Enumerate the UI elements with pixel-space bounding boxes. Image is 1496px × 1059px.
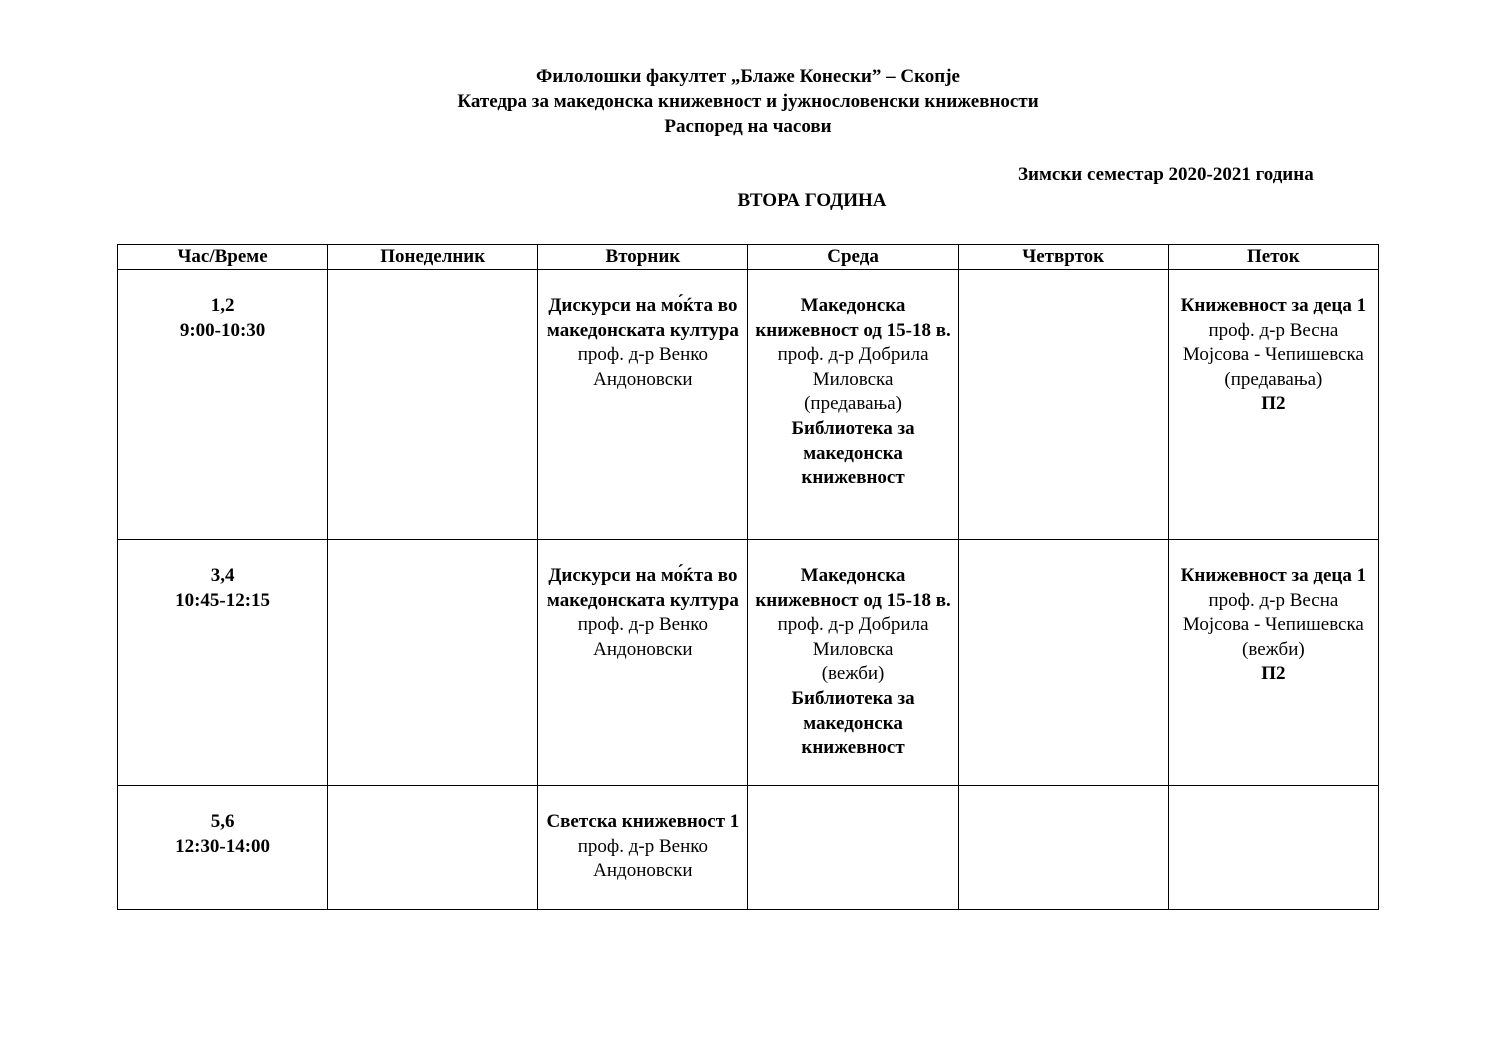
wednesday-cell bbox=[748, 270, 958, 540]
slot-time: 12:30-14:00 bbox=[175, 835, 271, 857]
room: Библиотека за македонска книжевност bbox=[791, 417, 915, 489]
class-type: (предавања) bbox=[1224, 368, 1323, 390]
room: Библиотека за македонска книжевност bbox=[791, 687, 915, 759]
slot-number: 1,2 bbox=[210, 295, 235, 316]
table-row bbox=[118, 786, 1379, 910]
semester-label: Зимски семестар 2020-2021 година bbox=[1018, 164, 1314, 185]
course-name: Дискурси на мо́ќта во македонската култура bbox=[546, 565, 739, 611]
course-name: Книжевност за деца 1 bbox=[1180, 565, 1367, 586]
tuesday-cell bbox=[538, 786, 748, 910]
class-type: (предавања) bbox=[804, 393, 903, 415]
teacher-name: проф. д-р Венко Андоновски bbox=[577, 614, 709, 660]
friday-cell bbox=[1168, 786, 1378, 910]
teacher-name: проф. д-р Добрила Миловска bbox=[777, 344, 929, 390]
monday-cell bbox=[328, 786, 538, 910]
department-heading: Катедра за македонска книжевност и јужнословенски книжевности bbox=[457, 91, 1039, 112]
schedule-title: Распоред на часови bbox=[664, 116, 832, 137]
teacher-name: проф. д-р Добрила Миловска bbox=[777, 614, 929, 660]
monday-cell bbox=[328, 270, 538, 540]
faculty-heading: Филолошки факултет „Блаже Конески” – Скопје bbox=[536, 66, 960, 87]
table-row bbox=[118, 270, 1379, 540]
room: П2 bbox=[1261, 663, 1286, 685]
class-type: (вежби) bbox=[1242, 638, 1305, 660]
time-cell bbox=[118, 786, 328, 910]
thursday-cell bbox=[958, 540, 1168, 786]
header-tuesday: Вторник bbox=[538, 245, 748, 270]
header-thursday: Четврток bbox=[958, 245, 1168, 270]
header-monday: Понеделник bbox=[328, 245, 538, 270]
teacher-name: проф. д-р Весна Мојсова - Чепишевска bbox=[1182, 589, 1364, 636]
teacher-name: проф. д-р Венко Андоновски bbox=[577, 835, 709, 882]
room: П2 bbox=[1261, 393, 1286, 415]
thursday-cell bbox=[958, 786, 1168, 910]
table-header-row bbox=[118, 245, 1379, 270]
thursday-cell bbox=[958, 270, 1168, 540]
year-label: ВТОРА ГОДИНА bbox=[737, 190, 887, 211]
friday-cell bbox=[1168, 540, 1378, 786]
header-time: Час/Време bbox=[118, 245, 328, 270]
tuesday-cell bbox=[538, 540, 748, 786]
wednesday-cell bbox=[748, 540, 958, 786]
monday-cell bbox=[328, 540, 538, 786]
teacher-name: проф. д-р Весна Мојсова - Чепишевска bbox=[1182, 319, 1364, 366]
course-name: Светска книжевност 1 bbox=[546, 811, 740, 832]
schedule-table bbox=[117, 244, 1379, 910]
friday-cell bbox=[1168, 270, 1378, 540]
tuesday-cell bbox=[538, 270, 748, 540]
time-cell bbox=[118, 270, 328, 540]
teacher-name: проф. д-р Венко Андоновски bbox=[577, 344, 709, 390]
slot-number: 3,4 bbox=[210, 565, 235, 586]
header-wednesday: Среда bbox=[748, 245, 958, 270]
slot-number: 5,6 bbox=[210, 811, 235, 832]
course-name: Дискурси на мо́ќта во македонската култура bbox=[546, 295, 739, 341]
time-cell bbox=[118, 540, 328, 786]
wednesday-cell bbox=[748, 786, 958, 910]
course-name: Македонска книжевност од 15-18 в. bbox=[755, 295, 951, 341]
class-type: (вежби) bbox=[821, 663, 885, 685]
slot-time: 10:45-12:15 bbox=[175, 589, 271, 611]
course-name: Македонска книжевност од 15-18 в. bbox=[755, 565, 951, 611]
slot-time: 9:00-10:30 bbox=[179, 319, 266, 341]
course-name: Книжевност за деца 1 bbox=[1180, 295, 1367, 316]
table-row bbox=[118, 540, 1379, 786]
header-friday: Петок bbox=[1168, 245, 1378, 270]
